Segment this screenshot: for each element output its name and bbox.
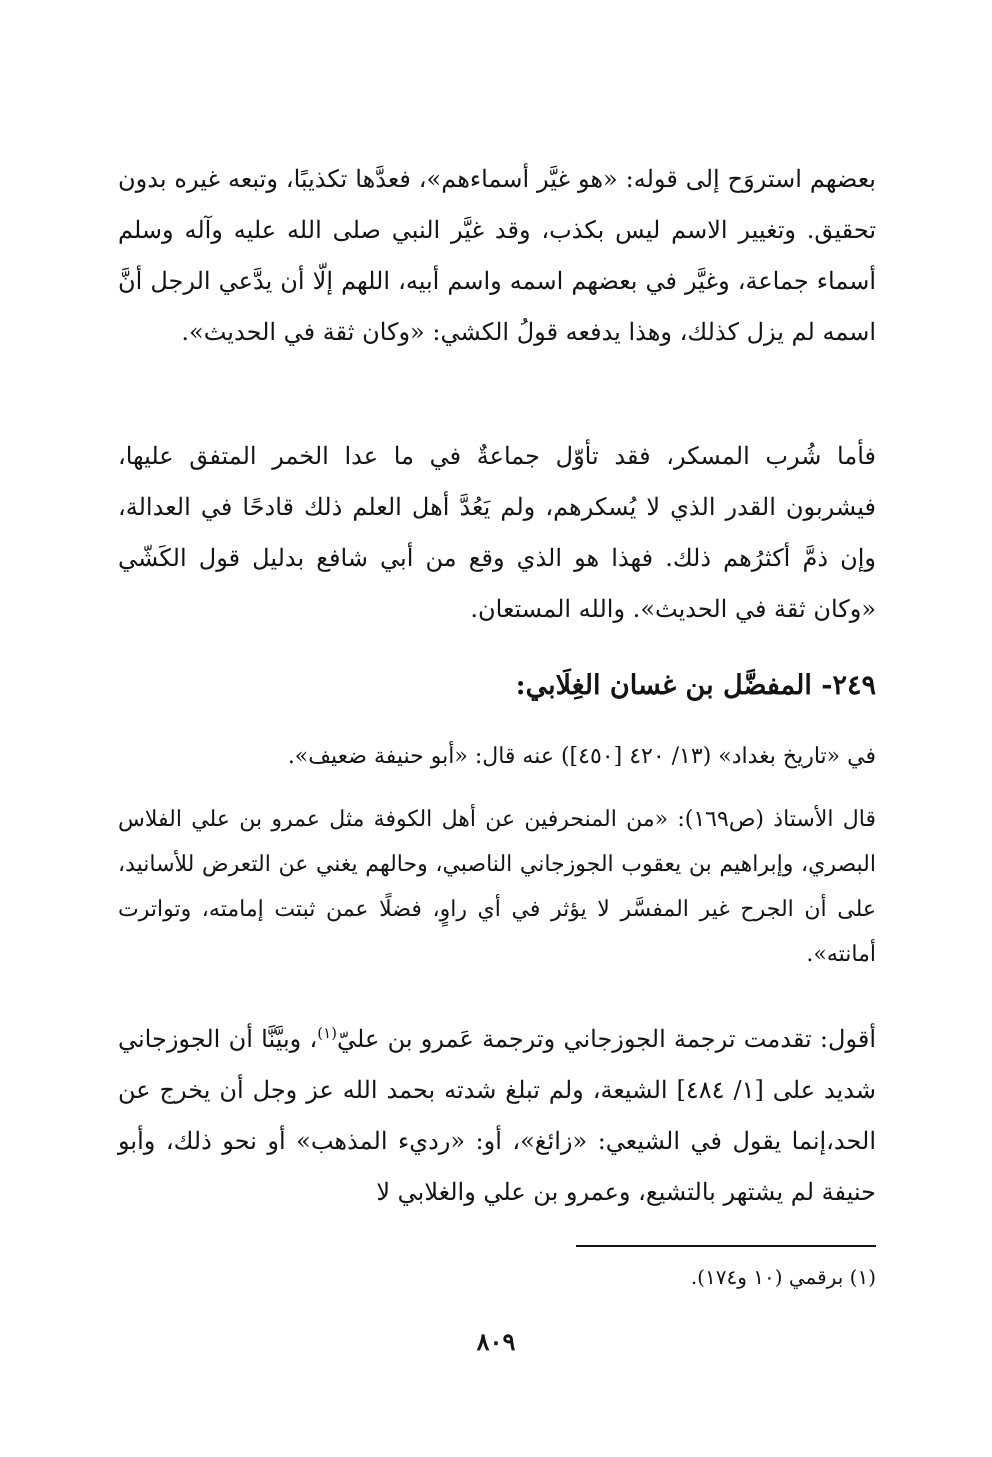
entry-heading-249: ٢٤٩- المفضَّل بن غسان الغِلَابي: (515, 670, 876, 701)
footnote-marker-1[interactable]: (١) (317, 1024, 338, 1042)
paragraph-response-rest: ، وبيَّنَّا أن الجوزجاني شديد على [١/ ٤٨٤] الشيعة، ولم تبلغ شدته بحمد الله عز وجل أن يخرج عن الحد،إنما يقول في الشيعي: «زائغ»، أو: «رديء المذهب» أو نحو ذلك، وأبو حنيفة لم يشتهر بالتشيع، وعمرو بن علي والغلابي لا (118, 1025, 877, 1206)
page-number: ٨٠٩ (476, 1327, 516, 1356)
footnote-1: (١) برقمي (١٠ و١٧٤). (690, 1265, 876, 1289)
footnote-separator (576, 1245, 876, 1247)
paragraph-tarikh-baghdad-quote: في «تاريخ بغداد» (١٣/ ٤٢٠ [٤٥٠]) عنه قال: «أبو حنيفة ضعيف». (287, 744, 876, 769)
paragraph-response (118, 1014, 876, 1218)
paragraph-drinking-intoxicant: فأما شُرب المسكر، فقد تأوّل جماعةٌ في ما عدا الخمر المتفق عليها، فيشربون القدر الذي لا يُسكرهم، ولم يَعُدَّ أهل العلم ذلك قادحًا في العدالة، وإن ذمَّ أكثرُهم ذلك. فهذا هو الذي وقع من أبي شافع بدليل قول الكَشّي «وكان ثقة في الحديث». والله المستعان. (118, 442, 876, 623)
paragraph-name-change: بعضهم استروَح إلى قوله: «هو غيَّر أسماءهم»، فعدَّها تكذيبًا، وتبعه غيره بدون تحقيق. وتغيير الاسم ليس بكذب، وقد غيَّر النبي صلى الله عليه وآله وسلم أسماء جماعة، وغيَّر في بعضهم اسمه واسم أبيه، اللهم إلّا أن يدَّعي الرجل أنَّ اسمه لم يزل كذلك، وهذا يدفعه قولُ الكشي: «وكان ثقة في الحديث». (118, 165, 877, 346)
paragraph-response-start: أقول: تقدمت ترجمة الجوزجاني وترجمة عَمرو بن عليّ (337, 1025, 876, 1053)
paragraph-ustadh-quote: قال الأستاذ (ص١٦٩): «من المنحرفين عن أهل الكوفة مثل عمرو بن علي الفلاس البصري، وإبراهيم بن يعقوب الجوزجاني الناصبي، وحالهم يغني عن التعرض للأسانيد، على أن الجرح غير المفسَّر لا يؤثر في أي راوٍ، فضلًا عمن ثبتت إمامته، وتواترت أمانته». (118, 807, 876, 967)
